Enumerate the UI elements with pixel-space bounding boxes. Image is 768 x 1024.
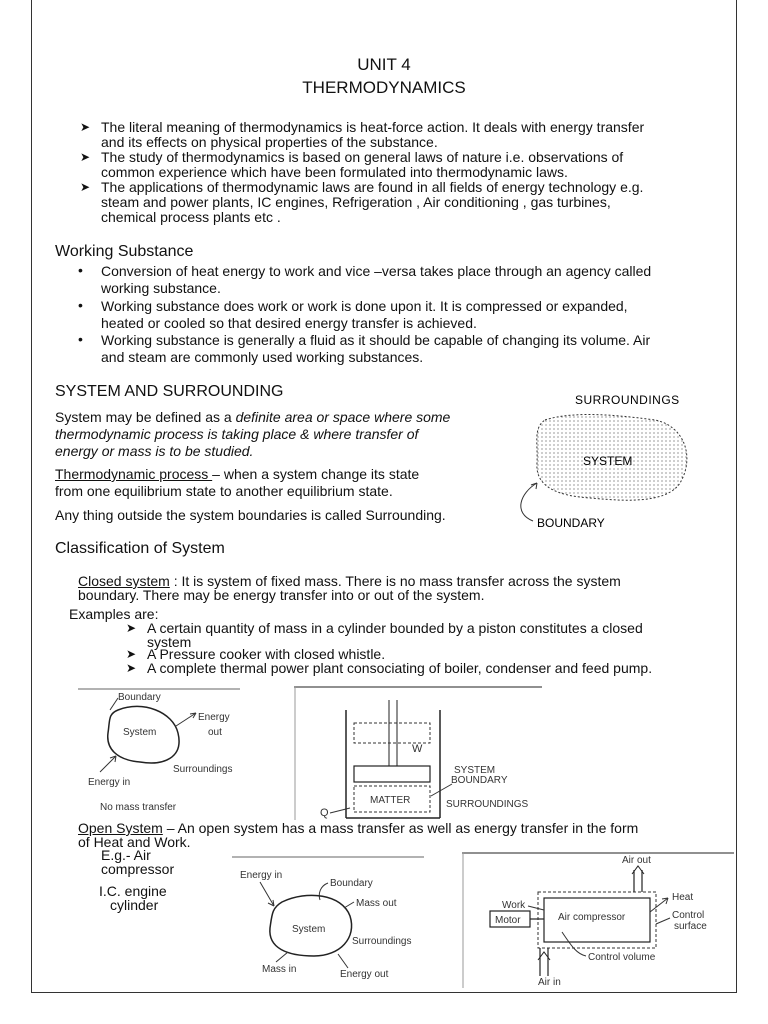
intro-item-1: The literal meaning of thermodynamics is heat-force action. It deals with energy transfer and its effects on physical properties of the substance. — [101, 119, 645, 150]
bullet-icon: • — [78, 297, 83, 313]
bullet-icon: • — [78, 331, 83, 347]
intro-item-2: The study of thermodynamics is based on general laws of nature i.e. observations of common experience which have been formulated into thermodynamic laws. — [101, 149, 624, 180]
fig5-air-in-label: Air in — [538, 977, 561, 988]
arrow-bullet-icon: ➤ — [126, 661, 137, 675]
system-surroundings-figure — [505, 388, 705, 536]
fig4-mass-in-label: Mass in — [262, 964, 297, 975]
open-system-definition: Open System – An open system has a mass transfer as well as energy transfer in the form of Heat and Work. — [78, 820, 639, 850]
closed-system-definition: Closed system : It is system of fixed mass. There is no mass transfer across the system boundary. There may be energy transfer into or out of the system. — [78, 573, 621, 603]
fig1-system-label: SYSTEM — [583, 454, 633, 468]
closed-system-figure — [78, 688, 240, 818]
energy-out-arrow — [176, 713, 196, 726]
work-arrow — [528, 906, 544, 910]
air-compressor-figure — [462, 852, 734, 988]
arrow-bullet-icon: ➤ — [126, 621, 137, 635]
fig2-energy-label: Energy — [198, 712, 230, 723]
working-item-3: Working substance is generally a fluid as it should be capable of changing its volume. Air and steam are commonly used working substances. — [101, 332, 651, 365]
examples-label: Examples are: — [69, 606, 159, 622]
fig3-boundary-label: BOUNDARY — [451, 775, 508, 786]
open-example-1: E.g.- Air compressor — [101, 847, 175, 877]
working-item-2: Working substance does work or work is done upon it. It is compressed or expanded, heated or cooled so that desired energy transfer is achieved. — [101, 298, 628, 331]
system-definition: System may be defined as a definite area or space where some thermodynamic process is taking place & where transfer of energy or mass is to be studied. — [55, 409, 451, 459]
mass-out-arrow — [344, 902, 354, 908]
fig1-surroundings-label: SURROUNDINGS — [575, 393, 680, 407]
fig4-boundary-label: Boundary — [330, 878, 373, 889]
classification-heading: Classification of System — [55, 540, 225, 557]
boundary-pointer-arrow — [521, 483, 537, 521]
fig1-boundary-label: BOUNDARY — [537, 516, 605, 530]
fig4-surroundings-label: Surroundings — [352, 936, 412, 947]
leader-line — [431, 784, 452, 796]
fig2-energy-in-label: Energy in — [88, 777, 131, 788]
fig4-mass-out-label: Mass out — [356, 898, 397, 909]
energy-in-arrow — [100, 756, 116, 772]
fig5-air-out-label: Air out — [622, 855, 651, 866]
fig2-no-mass-label: No mass transfer — [100, 802, 177, 813]
open-system-figure — [232, 856, 424, 984]
fig4-energy-in-label: Energy in — [240, 870, 283, 881]
surrounding-definition: Any thing outside the system boundaries is called Surrounding. — [55, 507, 446, 523]
energy-out-arrow — [338, 954, 348, 968]
bullet-icon: • — [78, 262, 83, 278]
heat-in-arrow — [330, 808, 350, 813]
intro-item-3: The applications of thermodynamic laws are found in all fields of energy technology e.g. steam and power plants, IC engines, Refrigeration , Air conditioning , gas turbines, chemical process plants etc . — [101, 179, 644, 225]
arrow-bullet-icon: ➤ — [80, 120, 91, 134]
unit-number: UNIT 4 — [357, 55, 411, 74]
fig5-motor-label: Motor — [495, 915, 521, 926]
arrow-bullet-icon: ➤ — [126, 647, 137, 661]
arrow-bullet-icon: ➤ — [80, 180, 91, 194]
piston-cylinder-figure — [294, 686, 542, 820]
thermodynamic-process-definition: Thermodynamic process – when a system change its state from one equilibrium state to another equilibrium state. — [55, 466, 420, 499]
working-item-1: Conversion of heat energy to work and vice –versa takes place through an agency called working substance. — [101, 263, 652, 296]
fig2-boundary-label: Boundary — [118, 692, 161, 703]
heat-arrow — [650, 898, 668, 912]
closed-example-1: A certain quantity of mass in a cylinder bounded by a piston constitutes a closed system — [147, 620, 643, 650]
closed-example-3: A complete thermal power plant consociating of boiler, condenser and feed pump. — [147, 660, 653, 676]
fig4-energy-out-label: Energy out — [340, 969, 389, 980]
energy-in-arrow — [260, 882, 274, 906]
fig3-surroundings-label: SURROUNDINGS — [446, 799, 529, 810]
fig3-q-label: Q — [320, 807, 329, 819]
leader-line — [656, 918, 670, 924]
fig4-system-label: System — [292, 924, 326, 935]
closed-example-2: A Pressure cooker with closed whistle. — [147, 646, 386, 662]
fig5-surface-label: surface — [674, 921, 707, 932]
fig3-system-label: SYSTEM — [454, 765, 496, 776]
fig2-system-label: System — [123, 727, 157, 738]
fig5-work-label: Work — [502, 900, 526, 911]
mass-in-arrow — [276, 952, 288, 962]
page-title: THERMODYNAMICS — [302, 78, 466, 97]
arrow-bullet-icon: ➤ — [80, 150, 91, 164]
fig2-surroundings-label: Surroundings — [173, 764, 233, 775]
fig5-heat-label: Heat — [672, 892, 694, 903]
system-surrounding-heading: SYSTEM AND SURROUNDING — [55, 383, 284, 400]
fig5-control-volume-label: Control volume — [588, 952, 656, 963]
fig2-out-label: out — [208, 727, 222, 738]
leader-line — [562, 932, 586, 956]
open-example-2: I.C. engine cylinder — [99, 883, 167, 913]
fig3-w-label: W — [412, 743, 423, 755]
fig5-control-label: Control — [672, 910, 705, 921]
fig3-matter-label: MATTER — [370, 795, 411, 806]
fig5-compressor-label: Air compressor — [558, 912, 626, 923]
leader-line — [110, 698, 118, 710]
working-substance-heading: Working Substance — [55, 243, 194, 260]
